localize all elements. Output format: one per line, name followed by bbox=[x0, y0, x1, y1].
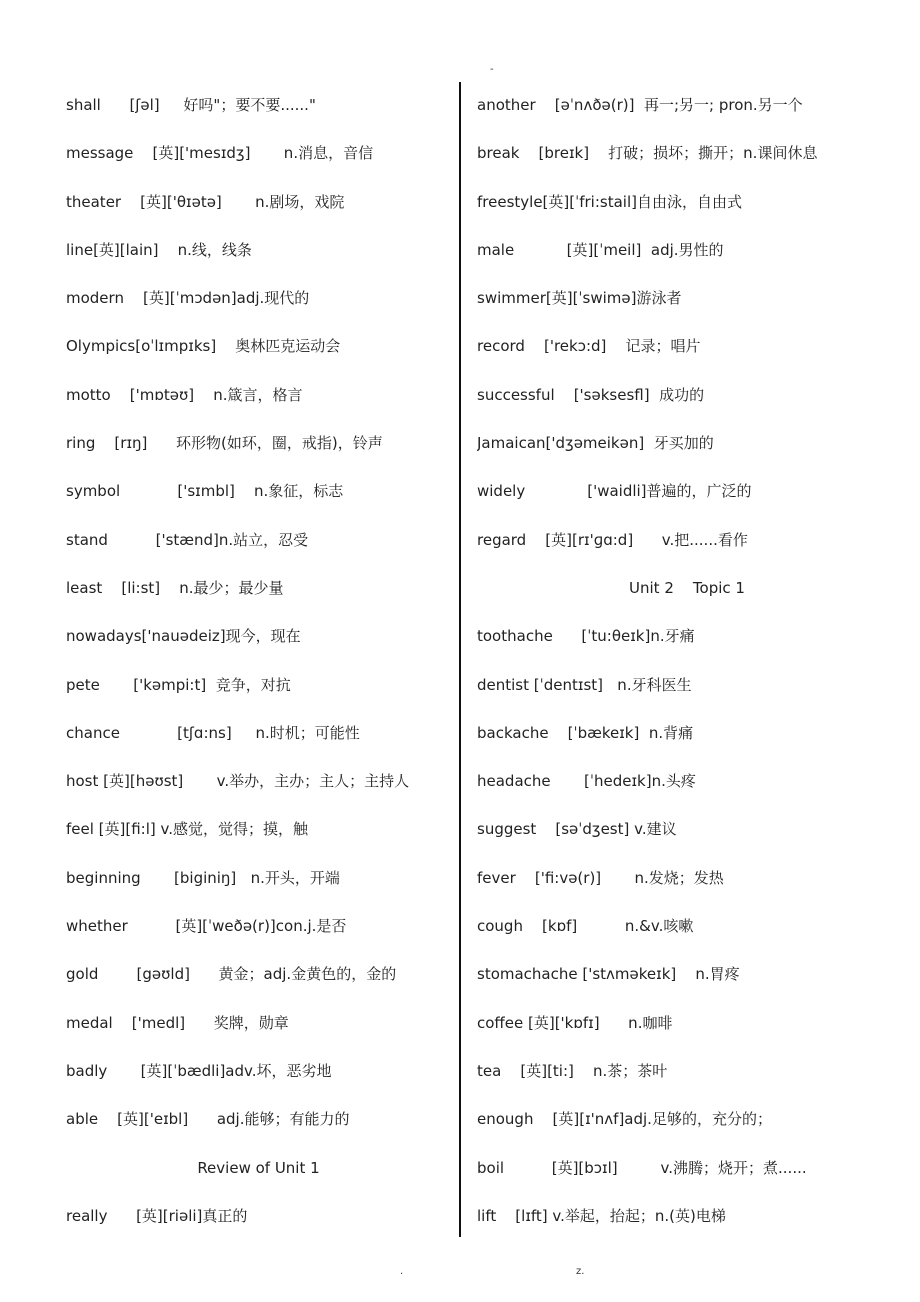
vocab-entry: another [əˈnʌðə(r)] 再一;另一; pron.另一个 bbox=[477, 96, 803, 114]
vocab-entry: gold [gəʊld] 黄金；adj.金黄色的，金的 bbox=[66, 965, 397, 984]
vocab-entry: successful ['səksesfl] 成功的 bbox=[477, 385, 705, 404]
vocab-entry: whether [英][ˈweðə(r)]con.j.是否 bbox=[66, 917, 347, 936]
vocab-entry: able [英]['eɪbl] adj.能够；有能力的 bbox=[66, 1110, 350, 1129]
vocab-entry: headache [ˈhedeɪk]n.头疼 bbox=[477, 772, 696, 791]
vocab-entry: record ['rekɔ:d] 记录；唱片 bbox=[477, 337, 701, 356]
header-mark: - bbox=[490, 64, 494, 75]
vocab-entry: suggest [səˈdʒest] v.建议 bbox=[477, 820, 677, 839]
vocab-entry: break [breɪk] 打破；损坏；撕开；n.课间休息 bbox=[477, 144, 818, 163]
vocab-entry: pete ['kəmpi:t] 竞争，对抗 bbox=[66, 675, 291, 694]
column-divider bbox=[459, 82, 461, 1237]
vocab-entry: boil [英][bɔɪl] v.沸腾；烧开；煮...... bbox=[477, 1158, 807, 1177]
vocab-entry: really [英][riəli]真正的 bbox=[66, 1206, 248, 1225]
vocab-entry: tea [英][ti:] n.茶；茶叶 bbox=[477, 1061, 668, 1080]
vocab-entry: line[英][lain] n.线，线条 bbox=[66, 240, 252, 259]
vocab-entry: least [li:st] n.最少；最少量 bbox=[66, 578, 284, 597]
vocab-entry: widely ['waidli]普遍的，广泛的 bbox=[477, 482, 752, 501]
footer-left-mark: . bbox=[400, 1266, 404, 1277]
vocab-entry: fever ['fi:və(r)] n.发烧；发热 bbox=[477, 868, 724, 887]
vocab-entry: swimmer[英][ˈswimə]游泳者 bbox=[477, 289, 682, 308]
footer-right-mark: z. bbox=[576, 1266, 585, 1277]
vocab-entry: regard [英][rɪ'ɡɑ:d] v.把......看作 bbox=[477, 530, 748, 549]
vocab-entry: host [英][həʊst] v.举办，主办；主人；主持人 bbox=[66, 772, 410, 791]
vocab-entry: message [英]['mesɪdʒ] n.消息，音信 bbox=[66, 144, 374, 163]
vocab-entry: symbol ['sɪmbl] n.象征，标志 bbox=[66, 482, 344, 501]
vocab-entry: feel [英][fi:l] v.感觉，觉得；摸，触 bbox=[66, 820, 309, 839]
vocab-entry: freestyle[英][ˈfri:stail]自由泳，自由式 bbox=[477, 192, 742, 211]
vocab-entry: badly [英][ˈbædli]adv.坏，恶劣地 bbox=[66, 1061, 332, 1080]
vocab-entry: ring [rɪŋ] 环形物(如环，圈，戒指)，铃声 bbox=[66, 434, 383, 453]
vocab-entry: Jamaican['dʒəmeikən] 牙买加的 bbox=[477, 434, 714, 453]
vocab-entry: motto ['mɒtəʊ] n.箴言，格言 bbox=[66, 385, 303, 404]
section-heading: Review of Unit 1 bbox=[197, 1158, 320, 1177]
vocab-entry: stand ['stænd]n.站立，忍受 bbox=[66, 530, 309, 549]
vocab-entry: beginning [biginiŋ] n.开头，开端 bbox=[66, 868, 340, 887]
vocab-entry: chance [tʃɑ:ns] n.时机；可能性 bbox=[66, 723, 360, 742]
vocab-entry: enough [英][ɪ'nʌf]adj.足够的，充分的； bbox=[477, 1110, 772, 1129]
vocab-entry: lift [lɪft] v.举起，抬起；n.(英)电梯 bbox=[477, 1206, 726, 1225]
vocab-entry: Olympics[oˈlɪmpɪks] 奥林匹克运动会 bbox=[66, 337, 341, 356]
vocab-entry: male [英][ˈmeil] adj.男性的 bbox=[477, 240, 724, 259]
vocab-entry: toothache [ˈtu:θeɪk]n.牙痛 bbox=[477, 627, 695, 646]
left-vocabulary-column bbox=[66, 82, 451, 1241]
vocab-entry: medal ['medl] 奖牌，勋章 bbox=[66, 1013, 289, 1032]
vocab-entry: modern [英][ˈmɔdən]adj.现代的 bbox=[66, 289, 310, 308]
vocab-entry: coffee [英]['kɒfɪ] n.咖啡 bbox=[477, 1013, 673, 1032]
vocab-entry: backache [ˈbækeɪk] n.背痛 bbox=[477, 723, 694, 742]
right-vocabulary-column bbox=[477, 82, 897, 1241]
vocab-entry: nowadays['nauədeiz]现今，现在 bbox=[66, 627, 301, 646]
vocab-entry: theater [英]['θɪətə] n.剧场，戏院 bbox=[66, 192, 345, 211]
section-heading: Unit 2 Topic 1 bbox=[629, 578, 745, 597]
vocab-entry: stomachache ['stʌməkeɪk] n.胃疼 bbox=[477, 965, 740, 984]
vocab-entry: cough [kɒf] n.&v.咳嗽 bbox=[477, 917, 694, 936]
vocab-entry: dentist [ˈdentɪst] n.牙科医生 bbox=[477, 675, 692, 694]
vocab-entry: shall [ʃəl] 好吗"；要不要......" bbox=[66, 96, 316, 114]
